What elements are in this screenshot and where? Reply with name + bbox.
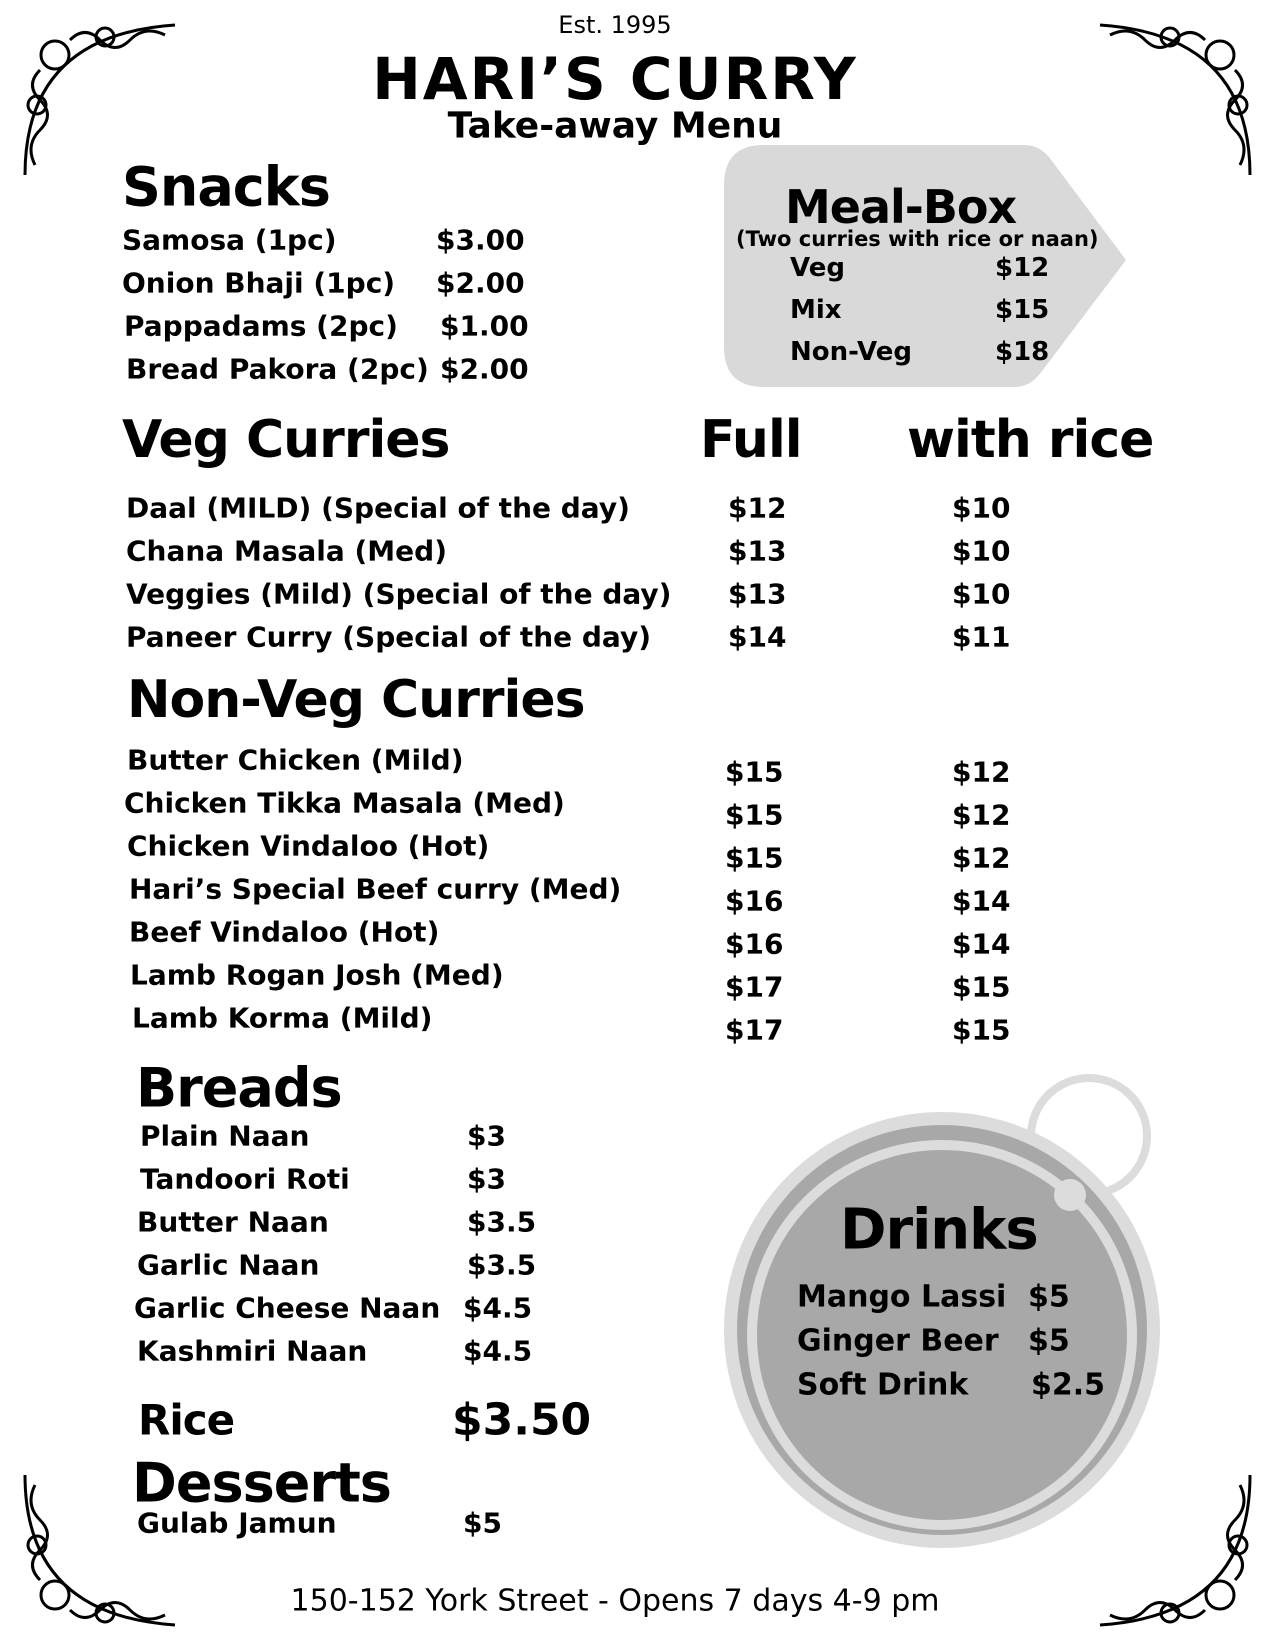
menu-subtitle: Take-away Menu: [447, 105, 783, 147]
drink-price: $2.5: [1031, 1367, 1106, 1403]
non-veg-curries-heading: Non-Veg Curries: [127, 670, 585, 730]
meal-box-option-name: Veg: [790, 253, 845, 283]
veg-curry-rice-price: $10: [952, 577, 1011, 611]
veg-curry-name: Chana Masala (Med): [126, 534, 448, 568]
drink-name: Soft Drink: [797, 1367, 969, 1403]
bread-price: $3: [467, 1119, 506, 1153]
veg-curry-name: Daal (MILD) (Special of the day): [126, 491, 630, 525]
veg-curry-full-price: $13: [728, 577, 787, 611]
bread-name: Garlic Cheese Naan: [134, 1291, 441, 1325]
veg-curry-rice-price: $10: [952, 534, 1011, 568]
rice-price: $3.50: [452, 1394, 592, 1446]
snack-price: $3.00: [436, 223, 525, 257]
non-veg-curry-name: Chicken Tikka Masala (Med): [124, 786, 565, 820]
meal-box-option-price: $15: [995, 295, 1050, 325]
established-year: Est. 1995: [558, 11, 672, 39]
bread-price: $4.5: [463, 1291, 533, 1325]
non-veg-curry-name: Chicken Vindaloo (Hot): [127, 829, 490, 863]
snack-price: $2.00: [440, 352, 529, 386]
non-veg-curry-full-price: $17: [725, 1013, 784, 1047]
non-veg-curry-full-price: $15: [725, 798, 784, 832]
breads-heading: Breads: [136, 1056, 342, 1120]
bread-price: $3.5: [467, 1205, 537, 1239]
meal-box-option-name: Non-Veg: [790, 337, 912, 367]
bread-name: Plain Naan: [140, 1119, 310, 1153]
dessert-price: $5: [463, 1506, 502, 1540]
drink-price: $5: [1028, 1323, 1070, 1359]
non-veg-curry-name: Hari’s Special Beef curry (Med): [129, 872, 622, 906]
veg-curry-rice-price: $10: [952, 491, 1011, 525]
bread-name: Garlic Naan: [137, 1248, 320, 1282]
meal-box-option-name: Mix: [790, 295, 842, 325]
snack-name: Pappadams (2pc): [124, 309, 398, 343]
snack-price: $2.00: [436, 266, 525, 300]
non-veg-curry-name: Lamb Rogan Josh (Med): [130, 958, 504, 992]
meal-box-note: (Two curries with rice or naan): [736, 227, 1099, 251]
with-rice-column-heading: with rice: [907, 410, 1154, 470]
non-veg-curry-full-price: $15: [725, 755, 784, 789]
bread-name: Kashmiri Naan: [137, 1334, 368, 1368]
drink-price: $5: [1028, 1279, 1070, 1315]
non-veg-curry-rice-price: $14: [952, 884, 1011, 918]
full-column-heading: Full: [700, 410, 802, 470]
veg-curry-name: Paneer Curry (Special of the day): [126, 620, 652, 654]
non-veg-curry-full-price: $16: [725, 884, 784, 918]
veg-curry-full-price: $14: [728, 620, 787, 654]
snack-name: Bread Pakora (2pc): [126, 352, 429, 386]
snacks-heading: Snacks: [122, 155, 330, 219]
meal-box-heading: Meal-Box: [785, 180, 1017, 234]
non-veg-curry-name: Lamb Korma (Mild): [132, 1001, 433, 1035]
bread-price: $4.5: [463, 1334, 533, 1368]
desserts-heading: Desserts: [132, 1451, 391, 1515]
bread-price: $3: [467, 1162, 506, 1196]
non-veg-curry-rice-price: $14: [952, 927, 1011, 961]
footer-address-hours: 150-152 York Street - Opens 7 days 4-9 pm: [290, 1583, 940, 1619]
non-veg-curry-name: Beef Vindaloo (Hot): [129, 915, 440, 949]
non-veg-curry-full-price: $16: [725, 927, 784, 961]
dessert-name: Gulab Jamun: [137, 1506, 337, 1540]
bread-price: $3.5: [467, 1248, 537, 1282]
bread-name: Tandoori Roti: [140, 1162, 350, 1196]
non-veg-curry-name: Butter Chicken (Mild): [127, 743, 464, 777]
non-veg-curry-rice-price: $12: [952, 755, 1011, 789]
snack-name: Samosa (1pc): [122, 223, 337, 257]
veg-curry-full-price: $13: [728, 534, 787, 568]
restaurant-title: HARI’S CURRY: [372, 45, 858, 113]
non-veg-curry-rice-price: $15: [952, 970, 1011, 1004]
non-veg-curry-rice-price: $12: [952, 841, 1011, 875]
non-veg-curry-rice-price: $15: [952, 1013, 1011, 1047]
veg-curry-full-price: $12: [728, 491, 787, 525]
meal-box-option-price: $18: [995, 337, 1050, 367]
meal-box-option-price: $12: [995, 253, 1050, 283]
veg-curry-rice-price: $11: [952, 620, 1011, 654]
snack-price: $1.00: [440, 309, 529, 343]
non-veg-curry-full-price: $17: [725, 970, 784, 1004]
snack-name: Onion Bhaji (1pc): [122, 266, 396, 300]
veg-curries-heading: Veg Curries: [122, 410, 450, 470]
non-veg-curry-rice-price: $12: [952, 798, 1011, 832]
drink-name: Ginger Beer: [797, 1323, 999, 1359]
bread-name: Butter Naan: [137, 1205, 329, 1239]
non-veg-curry-full-price: $15: [725, 841, 784, 875]
drinks-heading: Drinks: [840, 1197, 1038, 1263]
drink-name: Mango Lassi: [797, 1279, 1007, 1315]
veg-curry-name: Veggies (Mild) (Special of the day): [126, 577, 672, 611]
rice-heading: Rice: [138, 1395, 235, 1445]
